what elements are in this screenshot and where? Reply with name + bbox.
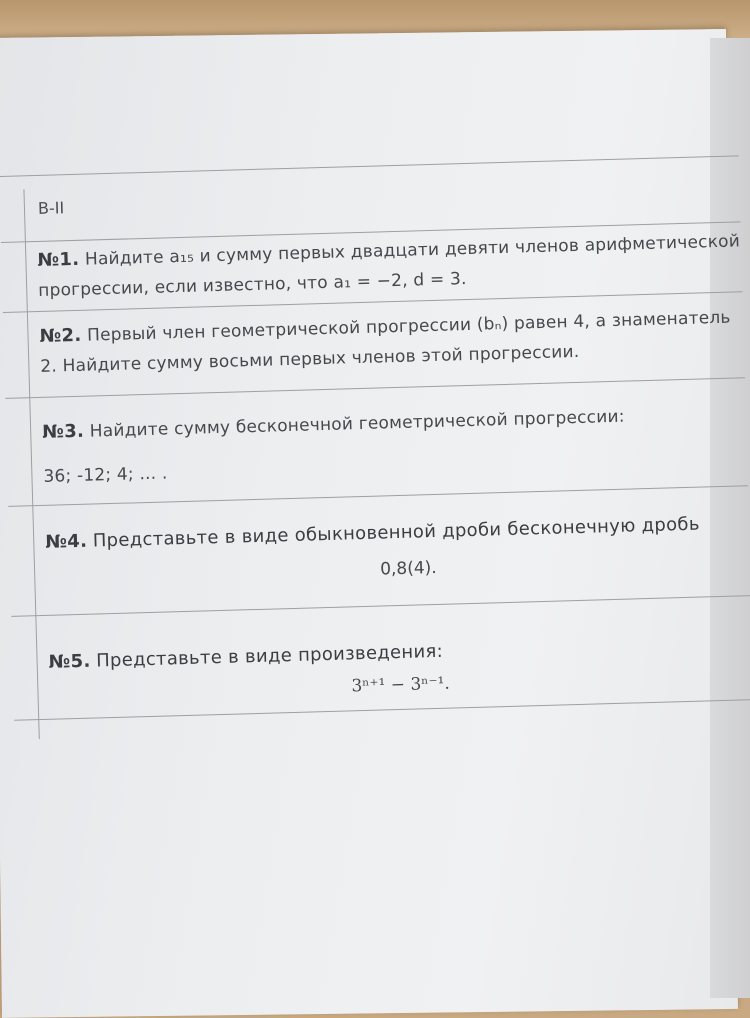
task-1-line-2: прогрессии, если известно, что a₁ = −2, d = 3.	[37, 269, 467, 301]
task-5-expression: 3ⁿ⁺¹ − 3ⁿ⁻¹.	[351, 673, 451, 697]
task-1-number: №1.	[37, 248, 80, 271]
variant-label: В-II	[37, 198, 65, 218]
task-1-line-1	[37, 229, 740, 273]
table-line-top	[0, 155, 739, 177]
table-line-3	[5, 377, 745, 399]
task-4-text-1: Представьте в виде обыкновенной дроби бесконечную дробь	[92, 513, 700, 552]
task-2-number: №2.	[39, 324, 82, 347]
table-line-4	[8, 485, 748, 507]
task-5-number: №5.	[48, 650, 91, 673]
task-2-text-1: Первый член геометрической прогрессии (bₙ) равен 4, а знаменатель	[86, 307, 731, 346]
task-5-text-1: Представьте в виде произведения:	[95, 640, 444, 672]
task-3-sequence: 36; -12; 4; ... .	[43, 463, 168, 487]
task-5-line-1	[48, 640, 443, 675]
task-3-line-1	[42, 405, 625, 445]
table-line-bottom	[14, 699, 750, 721]
task-3-text-1: Найдите сумму бесконечной геометрической прогрессии:	[89, 406, 625, 442]
table-line-5	[11, 595, 750, 617]
task-4-line-1	[45, 513, 700, 555]
task-3-number: №3.	[41, 420, 85, 443]
task-2-line-1	[39, 306, 731, 349]
task-4-number: №4.	[45, 530, 88, 553]
task-2-line-2: 2. Найдите сумму восьми первых членов этой прогрессии.	[40, 341, 580, 377]
task-1-text-1: Найдите a₁₅ и сумму первых двадцати девяти членов арифметической	[84, 231, 741, 270]
task-4-fraction: 0,8(4).	[379, 557, 437, 580]
